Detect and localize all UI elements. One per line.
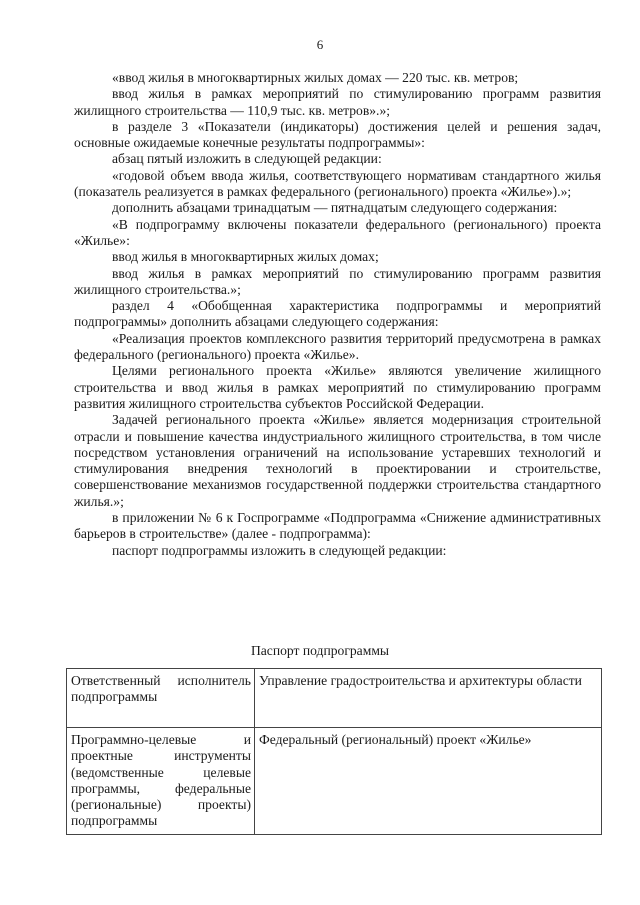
page-number: 6 bbox=[316, 37, 324, 52]
paragraph: абзац пятый изложить в следующей редакции: bbox=[112, 151, 382, 167]
document-body bbox=[74, 70, 601, 559]
passport-value-cell: Управление градостроительства и архитектуры области bbox=[255, 669, 602, 728]
paragraph: ввод жилья в многоквартирных жилых домах; bbox=[112, 249, 379, 265]
paragraph: раздел 4 «Обобщенная характеристика подпрограммы и мероприятий подпрограммы» дополнить абзацами следующего содержания: bbox=[74, 298, 601, 330]
paragraph: ввод жилья в рамках мероприятий по стимулированию программ развития жилищного строительства — 110,9 тыс. кв. метров».»; bbox=[74, 86, 601, 118]
paragraph: Целями регионального проекта «Жилье» являются увеличение жилищного строительства и ввод жилья в рамках мероприятий по стимулированию программ развития жилищного строительства субъектов Российской Федерации. bbox=[74, 363, 601, 411]
paragraph: в разделе 3 «Показатели (индикаторы) достижения целей и решения задач, основные ожидаемые конечные результаты подпрограммы»: bbox=[74, 118, 601, 151]
paragraph: «Реализация проектов комплексного развития территорий предусмотрена в рамках федерального (регионального) проекта «Жилье». bbox=[74, 330, 601, 363]
paragraph: Задачей регионального проекта «Жилье» является модернизация строительной отрасли и повышение качества индустриального жилищного строительства, в том числе посредством установления ограничений на использование устаревших технологий и стимулирования внедрения технологий в проектировании и строительстве, совершенствование механизмов государственной поддержки строительства стандартного жилья.»; bbox=[74, 412, 601, 509]
table-row bbox=[67, 728, 602, 835]
paragraph: дополнить абзацами тринадцатым — пятнадцатым следующего содержания: bbox=[112, 200, 558, 216]
table-row bbox=[67, 669, 602, 728]
paragraph: паспорт подпрограммы изложить в следующей редакции: bbox=[112, 542, 447, 558]
paragraph: ввод жилья в рамках мероприятий по стимулированию программ развития жилищного строительства.»; bbox=[74, 265, 601, 297]
passport-table bbox=[66, 668, 602, 835]
paragraph: «В подпрограмму включены показатели федерального (регионального) проекта «Жилье»: bbox=[74, 216, 601, 248]
passport-label-cell: Ответственный исполнитель подпрограммы bbox=[67, 669, 255, 728]
paragraph: «годовой объем ввода жилья, соответствующего нормативам стандартного жилья (показатель реализуется в рамках федерального (регионального) проекта «Жилье»).»; bbox=[74, 167, 601, 200]
passport-label-cell: Программно-целевые и проектные инструменты (ведомственные целевые программы, федеральные (региональные) проекты) подпрограммы bbox=[67, 728, 255, 835]
paragraph: «ввод жилья в многоквартирных жилых домах — 220 тыс. кв. метров; bbox=[112, 70, 519, 85]
passport-title: Паспорт подпрограммы bbox=[250, 643, 390, 658]
paragraph: в приложении № 6 к Госпрограмме «Подпрограмма «Снижение административных барьеров в строительстве» (далее - подпрограмма): bbox=[74, 510, 601, 542]
passport-value-cell: Федеральный (региональный) проект «Жилье» bbox=[255, 728, 602, 835]
